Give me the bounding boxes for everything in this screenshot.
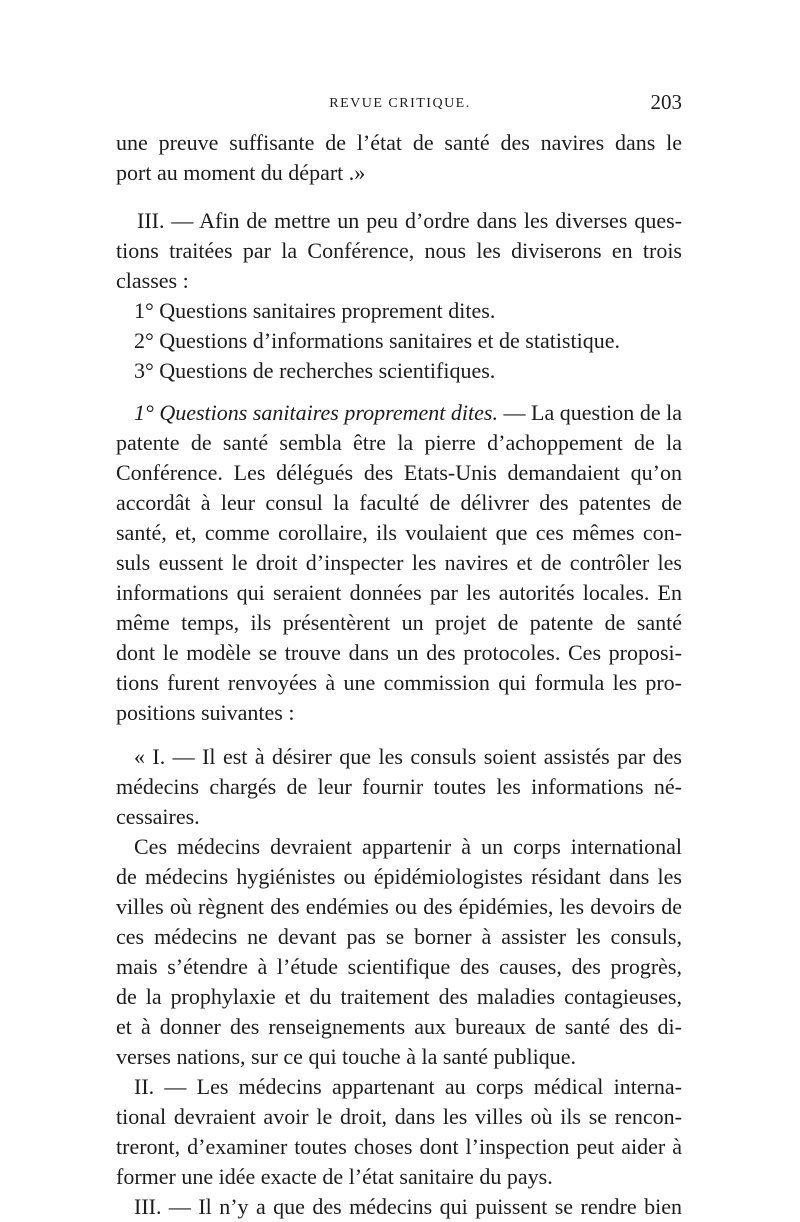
list-item: 3° Questions de recherches scientifiques. xyxy=(134,358,496,383)
text-line: former une idée exacte de l’état sanitaire du pays. xyxy=(116,1164,553,1189)
running-title: REVUE CRITIQUE. xyxy=(329,96,471,111)
page-number: 203 xyxy=(650,90,682,114)
text-line: ces médecins ne devant pas se borner à assister les consuls, xyxy=(116,924,682,949)
list-item: 2° Questions d’informations sanitaires et de statistique. xyxy=(134,328,620,353)
text-line: mais s’étendre à l’étude scientifique des causes, des progrès, xyxy=(116,954,682,979)
text-line: cessaires. xyxy=(116,804,200,829)
text-line: villes où règnent des endémies ou des épidémies, les devoirs de xyxy=(116,894,682,919)
text-line: tions traitées par la Conférence, nous les diviserons en trois xyxy=(116,238,682,263)
body-text xyxy=(116,128,682,1222)
text-line: verses nations, sur ce qui touche à la santé publique. xyxy=(116,1044,577,1069)
text-line: accordât à leur consul la faculté de délivrer des patentes de xyxy=(116,490,682,515)
text-line: informations qui seraient données par les autorités locales. En xyxy=(116,580,682,605)
text-line: tional devraient avoir le droit, dans les villes où ils se rencon- xyxy=(116,1104,682,1129)
text-line: tions furent renvoyées à une commission qui formula les pro- xyxy=(116,670,682,695)
text-line: de médecins hygiénistes ou épidémiologistes résidant dans les xyxy=(116,864,682,889)
text-line: même temps, ils présentèrent un projet de patente de santé xyxy=(116,610,682,635)
heading-continuation: — La question de la xyxy=(497,400,682,425)
text-line: III. — Afin de mettre un peu d’ordre dans les diverses ques- xyxy=(137,208,682,233)
text-line: patente de santé sembla être la pierre d’achoppement de la xyxy=(116,430,682,455)
text-line: une preuve suffisante de l’état de santé des navires dans le xyxy=(116,130,682,155)
text-line: santé, et, comme corollaire, ils voulaient que ces mêmes con- xyxy=(116,520,682,545)
text-line: treront, d’examiner toutes choses dont l’inspection peut aider à xyxy=(116,1134,682,1159)
text-line: positions suivantes : xyxy=(116,700,295,725)
text-line: « I. — Il est à désirer que les consuls soient assistés par des xyxy=(134,744,682,769)
text-line: médecins chargés de leur fournir toutes les informations né- xyxy=(116,774,682,799)
text-line: II. — Les médecins appartenant au corps médical interna- xyxy=(134,1074,682,1099)
text-line: Ces médecins devraient appartenir à un corps international xyxy=(134,834,682,859)
section-heading-line xyxy=(116,398,682,428)
text-line: III. — Il n’y a que des médecins qui puissent se rendre bien xyxy=(134,1194,682,1219)
text-line: de la prophylaxie et du traitement des maladies contagieuses, xyxy=(116,984,682,1009)
text-line: suls eussent le droit d’inspecter les navires et de contrôler les xyxy=(116,550,682,575)
section-heading: 1° Questions sanitaires proprement dites. xyxy=(134,400,498,425)
text-line: classes : xyxy=(116,268,189,293)
list-item: 1° Questions sanitaires proprement dites. xyxy=(134,298,496,323)
text-line: et à donner des renseignements aux bureaux de santé des di- xyxy=(116,1014,682,1039)
text-line: dont le modèle se trouve dans un des protocoles. Ces proposi- xyxy=(116,640,682,665)
text-line: Conférence. Les délégués des Etats-Unis demandaient qu’on xyxy=(116,460,682,485)
text-line: port au moment du départ .» xyxy=(116,160,366,185)
